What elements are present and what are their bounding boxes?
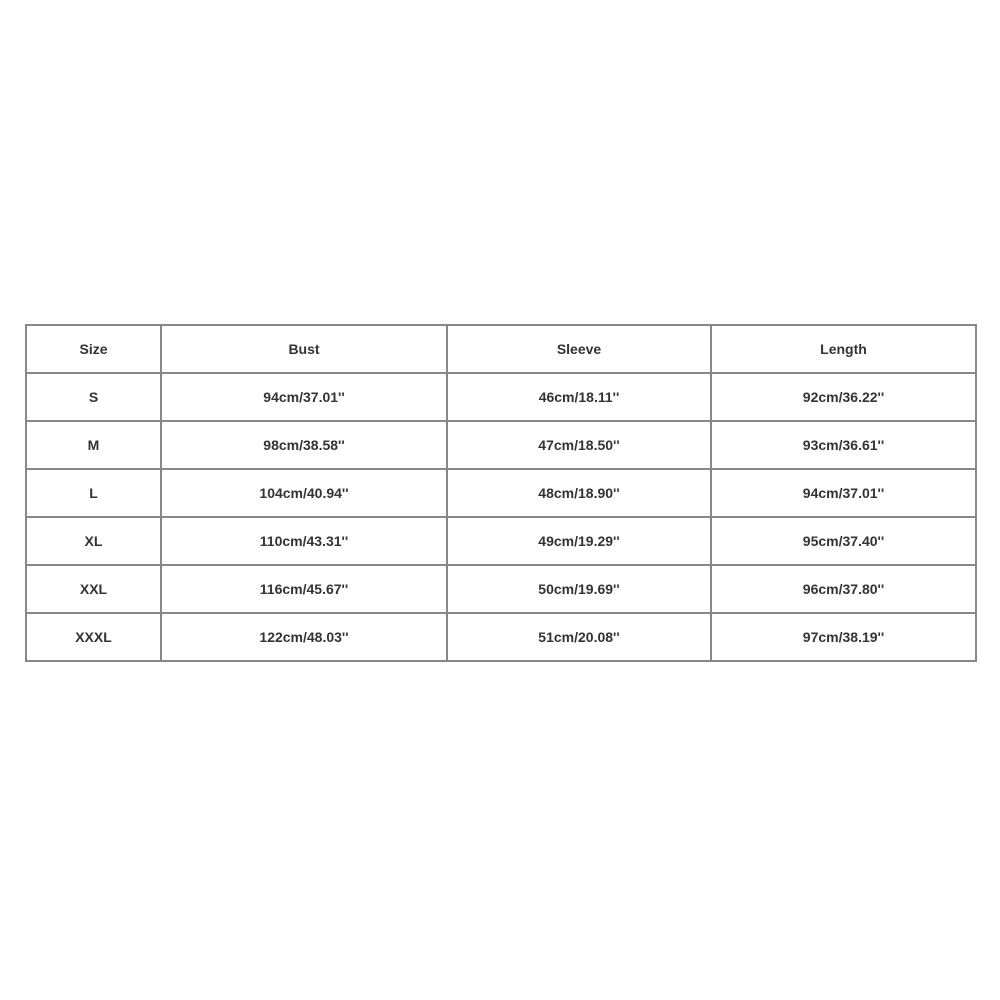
cell-size: XXL (26, 565, 161, 613)
cell-size: XXXL (26, 613, 161, 661)
cell-bust: 98cm/38.58'' (161, 421, 447, 469)
cell-sleeve: 49cm/19.29'' (447, 517, 711, 565)
table-header-row (26, 325, 976, 373)
cell-length: 93cm/36.61'' (711, 421, 976, 469)
cell-length: 97cm/38.19'' (711, 613, 976, 661)
cell-bust: 104cm/40.94'' (161, 469, 447, 517)
cell-bust: 110cm/43.31'' (161, 517, 447, 565)
header-length: Length (711, 325, 976, 373)
size-chart-table (25, 324, 977, 662)
table-row (26, 517, 976, 565)
cell-bust: 122cm/48.03'' (161, 613, 447, 661)
table-row (26, 565, 976, 613)
cell-size: S (26, 373, 161, 421)
cell-sleeve: 46cm/18.11'' (447, 373, 711, 421)
cell-sleeve: 51cm/20.08'' (447, 613, 711, 661)
table-row (26, 373, 976, 421)
cell-bust: 94cm/37.01'' (161, 373, 447, 421)
cell-length: 95cm/37.40'' (711, 517, 976, 565)
cell-length: 92cm/36.22'' (711, 373, 976, 421)
cell-length: 94cm/37.01'' (711, 469, 976, 517)
cell-bust: 116cm/45.67'' (161, 565, 447, 613)
header-size: Size (26, 325, 161, 373)
cell-size: L (26, 469, 161, 517)
cell-size: M (26, 421, 161, 469)
header-sleeve: Sleeve (447, 325, 711, 373)
table-row (26, 421, 976, 469)
cell-size: XL (26, 517, 161, 565)
cell-sleeve: 48cm/18.90'' (447, 469, 711, 517)
cell-sleeve: 50cm/19.69'' (447, 565, 711, 613)
cell-sleeve: 47cm/18.50'' (447, 421, 711, 469)
table-row (26, 613, 976, 661)
cell-length: 96cm/37.80'' (711, 565, 976, 613)
header-bust: Bust (161, 325, 447, 373)
table-row (26, 469, 976, 517)
